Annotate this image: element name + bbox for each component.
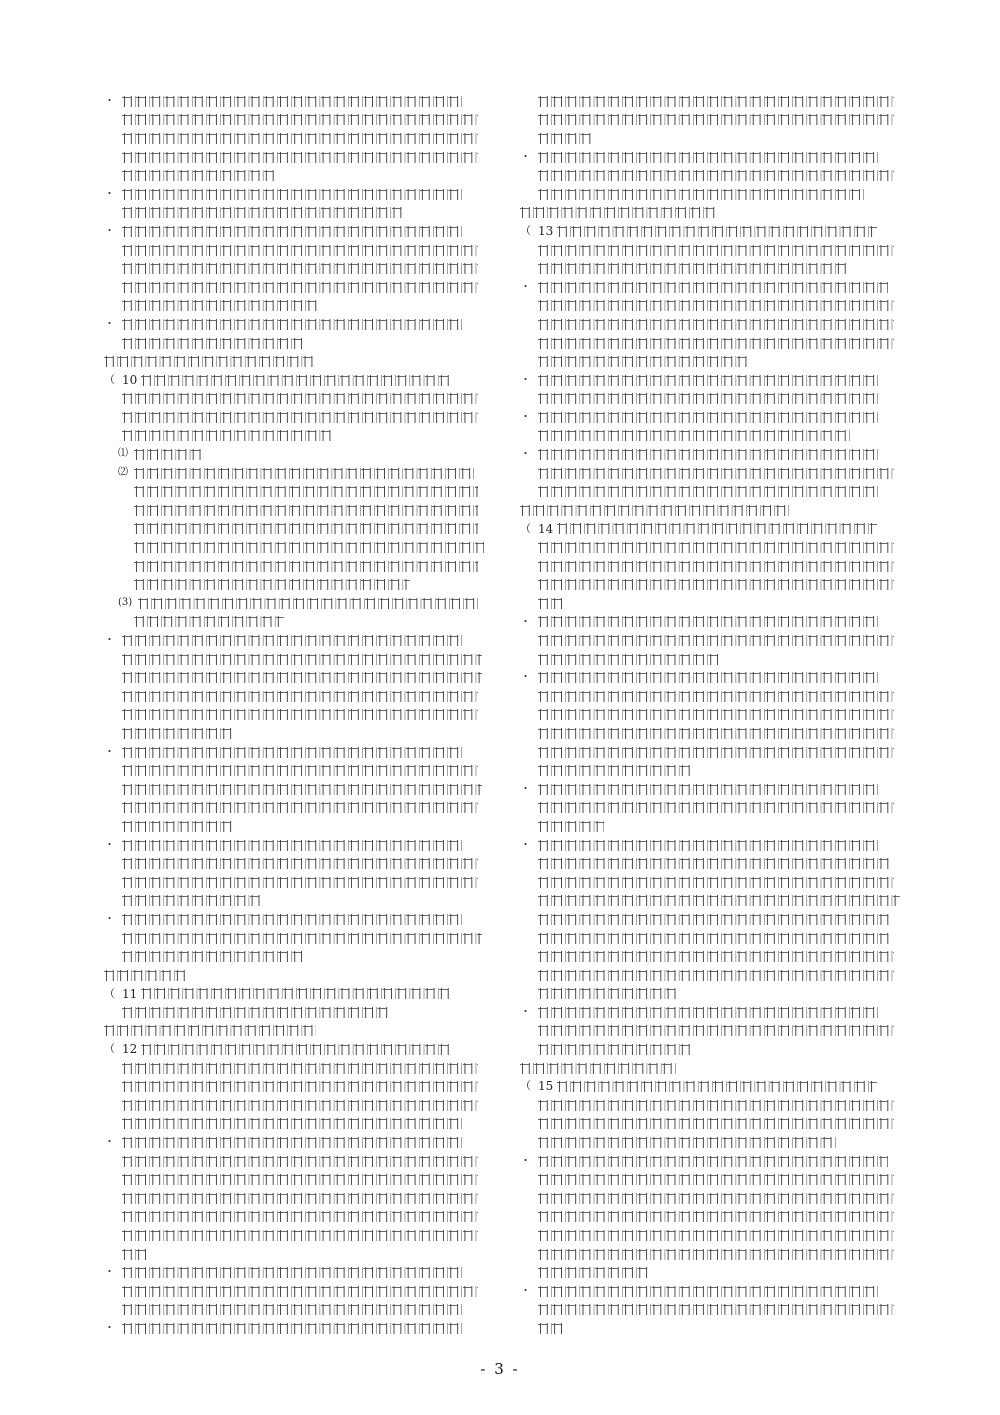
text-line (520, 129, 904, 148)
text-line: ・ (104, 631, 488, 650)
text-line (520, 706, 904, 725)
question-number: 14 (538, 521, 554, 536)
text-line: ・ (104, 910, 488, 929)
text-line (520, 241, 904, 260)
text-line (520, 1059, 904, 1078)
text-line (520, 892, 904, 911)
text-line (520, 1189, 904, 1208)
text-line (520, 92, 904, 111)
text-line (520, 1208, 904, 1227)
question-13: （ 13 (520, 222, 904, 241)
question-number: 12 (122, 1042, 138, 1057)
text-line: ・ (520, 445, 904, 464)
text-line (104, 408, 488, 427)
text-line: ・ (520, 408, 904, 427)
subitem-marker: ⑵ (118, 466, 128, 478)
text-line (104, 575, 488, 594)
text-line (520, 1319, 904, 1338)
text-line (104, 947, 488, 966)
text-line (104, 1059, 488, 1078)
text-line (520, 315, 904, 334)
text-line (104, 1208, 488, 1227)
text-line: ・ (520, 613, 904, 632)
text-line (104, 706, 488, 725)
question-12: （ 12 (104, 1040, 488, 1059)
text-line (104, 482, 488, 501)
text-line (520, 910, 904, 929)
text-line (520, 1022, 904, 1041)
text-line (520, 873, 904, 892)
text-line (520, 1301, 904, 1320)
text-line (104, 166, 488, 185)
text-line (520, 204, 904, 223)
text-line (104, 1096, 488, 1115)
text-line (104, 799, 488, 818)
text-line (104, 1022, 488, 1041)
text-line: ・ (104, 92, 488, 111)
question-number: 11 (122, 986, 138, 1001)
text-line (104, 538, 488, 557)
text-line: ・ (520, 371, 904, 390)
subitem-3 (104, 594, 488, 613)
subitem-2 (104, 464, 488, 483)
text-line: ・ (104, 315, 488, 334)
text-line (520, 724, 904, 743)
text-line (104, 148, 488, 167)
text-line (104, 259, 488, 278)
text-line (520, 1133, 904, 1152)
text-line (520, 761, 904, 780)
question-15: （ 15 (520, 1077, 904, 1096)
text-line (104, 780, 488, 799)
text-line (104, 1003, 488, 1022)
text-line (104, 1245, 488, 1264)
text-line (104, 427, 488, 446)
text-line: ・ (104, 743, 488, 762)
text-line: ・ (520, 148, 904, 167)
question-number: 10 (122, 372, 138, 387)
text-line (104, 204, 488, 223)
text-line (104, 297, 488, 316)
text-line (104, 854, 488, 873)
text-line (104, 761, 488, 780)
text-line (520, 501, 904, 520)
text-line (104, 1189, 488, 1208)
text-line: ・ (104, 1133, 488, 1152)
text-line (104, 352, 488, 371)
text-line (520, 1263, 904, 1282)
text-line (520, 427, 904, 446)
question-11: （ 11 (104, 985, 488, 1004)
text-line (104, 1170, 488, 1189)
text-line: ・ (104, 836, 488, 855)
text-line (104, 687, 488, 706)
text-line (520, 185, 904, 204)
text-line (520, 799, 904, 818)
text-line (104, 668, 488, 687)
text-line (104, 724, 488, 743)
text-line (104, 390, 488, 409)
text-line (104, 650, 488, 669)
text-line (520, 1245, 904, 1264)
text-line (520, 111, 904, 130)
text-line: ・ (104, 1263, 488, 1282)
text-line (520, 929, 904, 948)
question-14: （ 14 (520, 520, 904, 539)
text-line (104, 1152, 488, 1171)
text-line (520, 1170, 904, 1189)
text-line (520, 817, 904, 836)
text-line: ・ (520, 1282, 904, 1301)
subitem-marker: (3) (118, 597, 133, 609)
text-line (104, 929, 488, 948)
text-line: ・ (104, 185, 488, 204)
text-line (104, 241, 488, 260)
text-line (520, 1040, 904, 1059)
text-line (520, 259, 904, 278)
right-column (520, 92, 904, 1338)
text-line (104, 966, 488, 985)
text-line: ・ (520, 278, 904, 297)
text-line (104, 873, 488, 892)
text-line (104, 613, 488, 632)
subitem-1 (104, 445, 488, 464)
text-line (104, 501, 488, 520)
text-line (520, 297, 904, 316)
text-line (104, 1282, 488, 1301)
text-line: ・ (520, 780, 904, 799)
text-line (520, 743, 904, 762)
text-line (520, 166, 904, 185)
text-line: ・ (104, 222, 488, 241)
text-line: ・ (520, 668, 904, 687)
page-number: - 3 - (480, 1360, 520, 1378)
text-line (520, 482, 904, 501)
text-line (104, 1115, 488, 1134)
text-line (104, 111, 488, 130)
text-line (104, 129, 488, 148)
text-line (520, 334, 904, 353)
text-line (520, 650, 904, 669)
question-number: 13 (538, 224, 554, 239)
text-line (520, 947, 904, 966)
question-number: 15 (538, 1079, 554, 1094)
text-line (520, 1096, 904, 1115)
text-line (104, 1301, 488, 1320)
text-line: ・ (520, 1152, 904, 1171)
text-line (520, 687, 904, 706)
text-line (520, 631, 904, 650)
text-line (520, 557, 904, 576)
text-line (104, 278, 488, 297)
text-line (520, 1115, 904, 1134)
left-column (104, 92, 488, 1338)
text-line (520, 352, 904, 371)
text-line (520, 594, 904, 613)
text-line (520, 464, 904, 483)
question-10: （ 10 (104, 371, 488, 390)
text-line (104, 817, 488, 836)
text-line (104, 1226, 488, 1245)
text-line (520, 538, 904, 557)
text-line (520, 575, 904, 594)
text-line (104, 1077, 488, 1096)
text-line (104, 520, 488, 539)
text-line: ・ (520, 1003, 904, 1022)
text-line (104, 557, 488, 576)
text-line (520, 854, 904, 873)
text-line (520, 966, 904, 985)
text-line (520, 390, 904, 409)
text-line (520, 985, 904, 1004)
text-line: ・ (520, 836, 904, 855)
text-line (104, 334, 488, 353)
text-line (104, 892, 488, 911)
text-line: ・ (104, 1319, 488, 1338)
text-line (520, 1226, 904, 1245)
subitem-marker: ⑴ (118, 448, 128, 460)
